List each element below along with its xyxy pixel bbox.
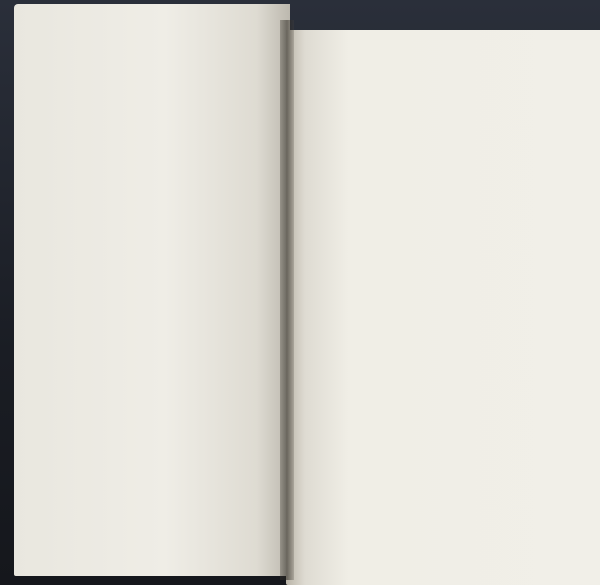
right-page [286, 30, 600, 585]
left-page [14, 4, 290, 576]
book-gutter [280, 20, 294, 580]
